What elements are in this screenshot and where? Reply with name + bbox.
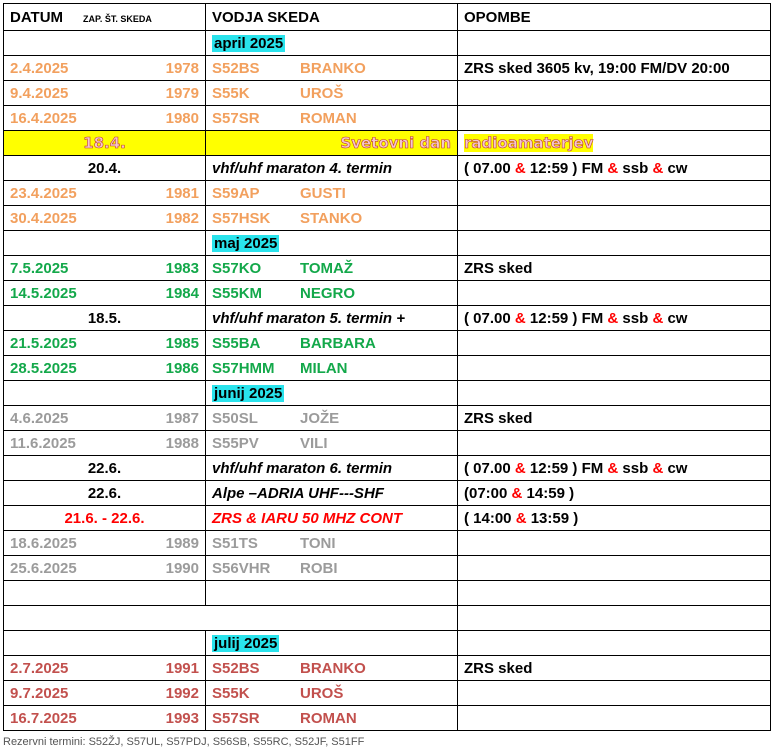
- event-row: [4, 481, 771, 506]
- table-cell: [458, 106, 771, 131]
- event-row: [4, 306, 771, 331]
- cell-text: MILAN: [300, 359, 348, 377]
- table-cell: 20.4.: [4, 156, 206, 181]
- sked-number: 1983: [165, 259, 199, 277]
- cell-text: ssb: [618, 309, 653, 327]
- table-cell: vhf/uhf maraton 6. termin: [206, 456, 458, 481]
- month-label: julij 2025: [214, 634, 278, 652]
- table-cell: [206, 706, 458, 731]
- ampersand: &: [514, 159, 526, 177]
- callsign: S55BA: [212, 334, 261, 352]
- month-label: maj 2025: [214, 234, 278, 252]
- header-vodja: VODJA SKEDA: [206, 4, 458, 31]
- cell-text: BARBARA: [300, 334, 376, 352]
- ampersand: &: [652, 159, 664, 177]
- table-cell: [458, 31, 771, 56]
- ampersand: &: [652, 309, 664, 327]
- event-row: [4, 456, 771, 481]
- table-cell: [4, 581, 206, 606]
- table-cell: [458, 81, 771, 106]
- header-row: [4, 4, 771, 31]
- cell-text: cw: [663, 159, 688, 177]
- table-row: [4, 206, 771, 231]
- callsign: S51TS: [212, 534, 258, 552]
- cell-text: 12:59 ) FM: [525, 159, 608, 177]
- table-cell: ZRS & IARU 50 MHZ CONT: [206, 506, 458, 531]
- callsign: S52BS: [212, 59, 260, 77]
- table-row: [4, 281, 771, 306]
- table-row: [4, 706, 771, 731]
- ampersand: &: [607, 159, 619, 177]
- cell-text: VILI: [300, 434, 328, 452]
- callsign: S55K: [212, 84, 250, 102]
- table-cell: [206, 206, 458, 231]
- table-cell: [4, 181, 206, 206]
- table-cell: [4, 106, 206, 131]
- callsign: S52BS: [212, 659, 260, 677]
- table-cell: [206, 531, 458, 556]
- table-row: [4, 556, 771, 581]
- table-cell: 21.6. - 22.6.: [4, 506, 206, 531]
- cell-text: 14:59 ): [522, 484, 575, 502]
- month-row: [4, 231, 771, 256]
- table-cell: [4, 356, 206, 381]
- cell-text: 12:59 ) FM: [525, 459, 608, 477]
- table-cell: Alpe –ADRIA UHF---SHF: [206, 481, 458, 506]
- table-cell: [206, 431, 458, 456]
- table-cell: [4, 56, 206, 81]
- cell-text: ( 14:00: [464, 509, 516, 527]
- table-cell: 22.6.: [4, 481, 206, 506]
- callsign: S55K: [212, 684, 250, 702]
- callsign: S57HMM: [212, 359, 275, 377]
- table-cell: vhf/uhf maraton 5. termin +: [206, 306, 458, 331]
- sked-number: 1979: [165, 84, 199, 102]
- table-cell: [458, 231, 771, 256]
- callsign: S50SL: [212, 409, 258, 427]
- table-cell: [4, 431, 206, 456]
- header-opombe: OPOMBE: [458, 4, 771, 31]
- sked-number: 1980: [165, 109, 199, 127]
- cell-text: ROBI: [300, 559, 338, 577]
- table-cell: ZRS sked: [458, 256, 771, 281]
- table-cell: ZRS sked: [458, 656, 771, 681]
- month-label: junij 2025: [214, 384, 283, 402]
- cell-text: 16.7.2025: [10, 709, 77, 727]
- table-cell: [458, 606, 771, 631]
- table-cell: [458, 431, 771, 456]
- table-cell: [206, 356, 458, 381]
- sked-schedule-table: [3, 3, 771, 731]
- cell-text: BRANKO: [300, 659, 366, 677]
- table-cell: [206, 181, 458, 206]
- table-cell: [458, 531, 771, 556]
- cell-text: 18.4.: [83, 134, 126, 152]
- table-row: [4, 106, 771, 131]
- table-cell: [206, 681, 458, 706]
- table-row: [4, 681, 771, 706]
- cell-text: DATUM: [10, 8, 64, 26]
- table-cell: [458, 131, 771, 156]
- table-cell: [4, 231, 206, 256]
- callsign: S57SR: [212, 109, 260, 127]
- table-cell: [458, 306, 771, 331]
- cell-text: 2.7.2025: [10, 659, 69, 677]
- ampersand: &: [607, 309, 619, 327]
- sked-number: 1989: [165, 534, 199, 552]
- sked-number: 1986: [165, 359, 199, 377]
- sked-number: 1988: [165, 434, 199, 452]
- callsign: S59AP: [212, 184, 260, 202]
- cell-text: cw: [663, 459, 688, 477]
- table-cell: ZRS sked 3605 kv, 19:00 FM/DV 20:00: [458, 56, 771, 81]
- table-cell: [206, 231, 458, 256]
- cell-text: cw: [663, 309, 688, 327]
- month-row: [4, 631, 771, 656]
- table-row: [4, 331, 771, 356]
- footer-note: Rezervni termini: S52ŽJ, S57UL, S57PDJ, S56SB, S55RC, S52JF, S51FF: [3, 736, 365, 748]
- cell-text: 18.6.2025: [10, 534, 77, 552]
- table-cell: [206, 106, 458, 131]
- table-cell: [4, 256, 206, 281]
- table-row: [4, 656, 771, 681]
- table-cell: [458, 706, 771, 731]
- cell-text: 2.4.2025: [10, 59, 69, 77]
- ampersand: &: [514, 309, 526, 327]
- table-cell: 22.6.: [4, 456, 206, 481]
- cell-text: 9.7.2025: [10, 684, 69, 702]
- table-cell: [206, 656, 458, 681]
- table-cell: [206, 631, 458, 656]
- table-cell: [458, 506, 771, 531]
- cell-text: radioamaterjev: [464, 134, 594, 152]
- cell-text: 30.4.2025: [10, 209, 77, 227]
- table-row: [4, 406, 771, 431]
- table-cell: [4, 281, 206, 306]
- sked-number: 1982: [165, 209, 199, 227]
- table-cell: [4, 206, 206, 231]
- table-cell: [206, 131, 458, 156]
- table-row: [4, 531, 771, 556]
- month-label: april 2025: [214, 34, 284, 52]
- sked-number: 1987: [165, 409, 199, 427]
- cell-text: 7.5.2025: [10, 259, 69, 277]
- table-row: [4, 256, 771, 281]
- table-row: [4, 356, 771, 381]
- cell-text: ROMAN: [300, 109, 357, 127]
- month-row: [4, 31, 771, 56]
- event-row: [4, 506, 771, 531]
- table-row: [4, 181, 771, 206]
- sked-number: 1991: [165, 659, 199, 677]
- cell-text: 25.6.2025: [10, 559, 77, 577]
- sked-number: 1978: [165, 59, 199, 77]
- table-cell: [4, 556, 206, 581]
- table-row: [4, 431, 771, 456]
- table-cell: [206, 256, 458, 281]
- table-cell: [206, 606, 458, 631]
- cell-text: ( 07.00: [464, 309, 515, 327]
- callsign: S55PV: [212, 434, 259, 452]
- cell-text: 21.5.2025: [10, 334, 77, 352]
- table-cell: [458, 206, 771, 231]
- table-cell: [458, 281, 771, 306]
- callsign: S56VHR: [212, 559, 271, 577]
- cell-text: UROŠ: [300, 84, 344, 102]
- table-cell: [4, 706, 206, 731]
- cell-text: JOŽE: [300, 409, 340, 427]
- table-row: [4, 56, 771, 81]
- table-cell: [206, 56, 458, 81]
- table-cell: [4, 81, 206, 106]
- table-cell: vhf/uhf maraton 4. termin: [206, 156, 458, 181]
- cell-text: 16.4.2025: [10, 109, 77, 127]
- ampersand: &: [652, 459, 664, 477]
- cell-text: Svetovni dan: [340, 134, 451, 152]
- table-cell: [4, 656, 206, 681]
- table-cell: [4, 331, 206, 356]
- table-cell: [458, 181, 771, 206]
- table-cell: 18.5.: [4, 306, 206, 331]
- table-cell: [4, 406, 206, 431]
- header-datum: [4, 4, 206, 31]
- ampersand: &: [515, 509, 527, 527]
- table-cell: [206, 556, 458, 581]
- sked-number: 1990: [165, 559, 199, 577]
- sked-number: 1993: [165, 709, 199, 727]
- table-cell: [458, 481, 771, 506]
- cell-text: 13:59 ): [526, 509, 579, 527]
- cell-text: 14.5.2025: [10, 284, 77, 302]
- cell-text: (07:00: [464, 484, 512, 502]
- table-cell: [458, 381, 771, 406]
- table-cell: ZRS sked: [458, 406, 771, 431]
- table-cell: [458, 356, 771, 381]
- ampersand: &: [607, 459, 619, 477]
- cell-text: 4.6.2025: [10, 409, 69, 427]
- sked-number: 1984: [165, 284, 199, 302]
- sked-number: 1992: [165, 684, 199, 702]
- cell-text: TONI: [300, 534, 336, 552]
- table-cell: [206, 81, 458, 106]
- header-zap: ZAP. ŠT. SKEDA: [83, 13, 152, 24]
- ampersand: &: [514, 459, 526, 477]
- table-cell: [206, 406, 458, 431]
- ampersand: &: [511, 484, 523, 502]
- table-cell: [4, 131, 206, 156]
- table-cell: [4, 606, 206, 631]
- empty-row: [4, 606, 771, 631]
- cell-text: ROMAN: [300, 709, 357, 727]
- table-cell: [458, 456, 771, 481]
- sked-number: 1981: [165, 184, 199, 202]
- callsign: S57KO: [212, 259, 262, 277]
- table-cell: [206, 281, 458, 306]
- sked-number: 1985: [165, 334, 199, 352]
- event-row: [4, 131, 771, 156]
- cell-text: NEGRO: [300, 284, 356, 302]
- table-cell: [458, 681, 771, 706]
- cell-text: 11.6.2025: [10, 434, 76, 452]
- cell-text: ( 07.00: [464, 159, 515, 177]
- cell-text: ssb: [618, 459, 653, 477]
- table-cell: [4, 531, 206, 556]
- table-cell: [4, 381, 206, 406]
- month-row: [4, 381, 771, 406]
- cell-text: BRANKO: [300, 59, 366, 77]
- table-row: [4, 81, 771, 106]
- callsign: S57SR: [212, 709, 260, 727]
- event-row: [4, 156, 771, 181]
- cell-text: UROŠ: [300, 684, 344, 702]
- cell-text: 9.4.2025: [10, 84, 69, 102]
- empty-row: [4, 581, 771, 606]
- callsign: S57HSK: [212, 209, 271, 227]
- table-cell: [458, 631, 771, 656]
- cell-text: 12:59 ) FM: [525, 309, 608, 327]
- table-cell: [4, 681, 206, 706]
- table-cell: [206, 331, 458, 356]
- table-cell: [206, 31, 458, 56]
- table-cell: [458, 331, 771, 356]
- cell-text: TOMAŽ: [300, 259, 354, 277]
- cell-text: STANKO: [300, 209, 363, 227]
- cell-text: 23.4.2025: [10, 184, 77, 202]
- table-cell: [206, 381, 458, 406]
- cell-text: ssb: [618, 159, 653, 177]
- cell-text: ( 07.00: [464, 459, 515, 477]
- cell-text: 28.5.2025: [10, 359, 77, 377]
- table-cell: [4, 631, 206, 656]
- cell-text: GUSTI: [300, 184, 346, 202]
- table-cell: [458, 556, 771, 581]
- table-cell: [4, 31, 206, 56]
- table-cell: [206, 581, 458, 606]
- table-cell: [458, 581, 771, 606]
- callsign: S55KM: [212, 284, 263, 302]
- table-cell: [458, 156, 771, 181]
